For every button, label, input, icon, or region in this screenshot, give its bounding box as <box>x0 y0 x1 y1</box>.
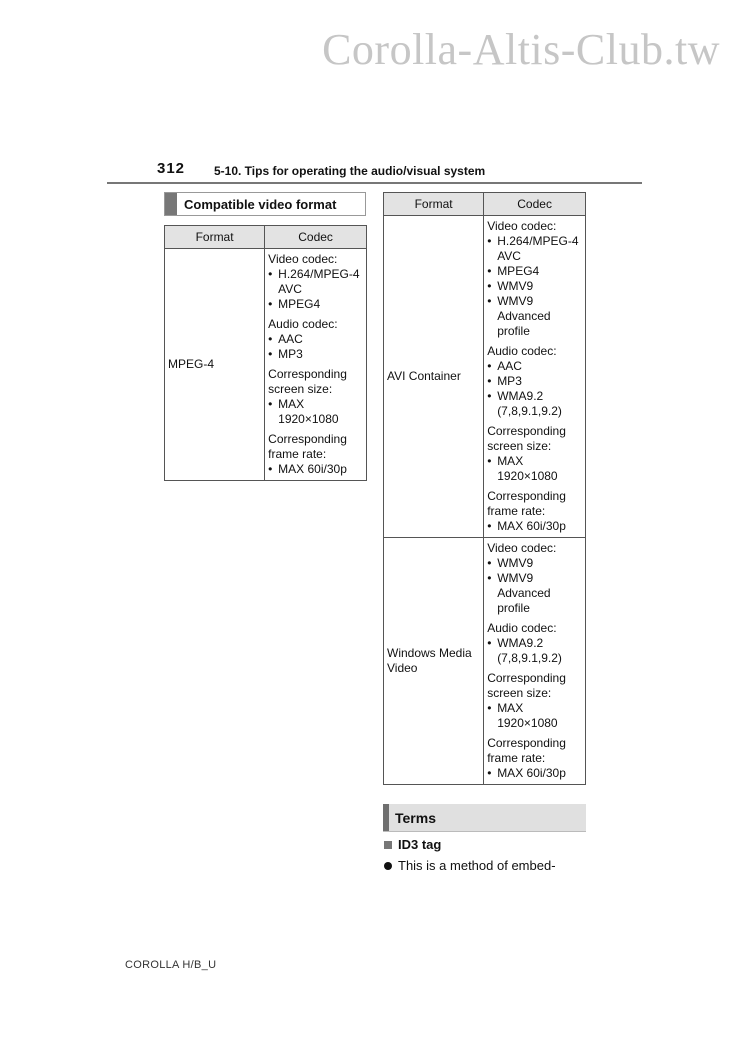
codec-group <box>268 432 363 477</box>
codec-group <box>487 736 582 781</box>
codec-item-text: MAX 1920×1080 <box>497 454 558 483</box>
codec-group <box>487 621 582 666</box>
codec-group-label: Video codec: <box>487 541 557 555</box>
codec-group <box>487 671 582 731</box>
codec-item-text: WMV9 <box>497 279 534 293</box>
bullet-icon: • <box>487 701 492 715</box>
codec-item-text: MPEG4 <box>497 264 540 278</box>
terms-heading-text: Terms <box>395 809 436 826</box>
bullet-icon: • <box>487 374 492 388</box>
codec-list-item <box>487 279 582 294</box>
codec-item-text: MAX 1920×1080 <box>278 397 339 426</box>
bullet-icon: • <box>487 636 492 650</box>
codec-item-text: MAX 1920×1080 <box>497 701 558 730</box>
codec-item-text: MPEG4 <box>278 297 321 311</box>
codec-cell <box>265 249 367 481</box>
terms-body-text <box>384 858 556 873</box>
codec-group-label: Corresponding screen size: <box>268 367 347 396</box>
bullet-icon: • <box>487 766 492 780</box>
codec-group-label: Corresponding frame rate: <box>487 489 566 518</box>
codec-group-label: Audio codec: <box>487 344 557 358</box>
codec-item-text: AAC <box>278 332 303 346</box>
bullet-icon: • <box>268 267 273 281</box>
page-number: 312 <box>157 160 186 177</box>
codec-group-label: Corresponding screen size: <box>487 671 566 700</box>
codec-group-label: Corresponding frame rate: <box>268 432 347 461</box>
codec-item-text: WMV9 <box>497 556 534 570</box>
codec-list-item <box>487 234 582 264</box>
codec-list-item <box>487 359 582 374</box>
codec-item-text: H.264/MPEG-4 AVC <box>278 267 360 296</box>
bullet-icon: • <box>268 462 273 476</box>
bullet-icon: • <box>487 454 492 468</box>
codec-list-item <box>268 347 363 362</box>
codec-group <box>487 489 582 534</box>
codec-group-label: Video codec: <box>268 252 338 266</box>
bullet-icon: • <box>487 359 492 373</box>
codec-group <box>268 367 363 427</box>
codec-item-text: MAX 60i/30p <box>497 766 566 780</box>
codec-list-item <box>487 454 582 484</box>
round-bullet-icon <box>384 862 392 870</box>
codec-item-text: H.264/MPEG-4 AVC <box>497 234 579 263</box>
codec-group <box>487 219 582 339</box>
codec-column-header: Codec <box>484 193 586 216</box>
codec-group-label: Corresponding frame rate: <box>487 736 566 765</box>
codec-cell <box>484 538 586 785</box>
codec-list-item <box>268 267 363 297</box>
heading-accent-bar <box>165 193 177 215</box>
codec-group-label: Video codec: <box>487 219 557 233</box>
footer-model-code: COROLLA H/B_U <box>125 959 217 971</box>
codec-group <box>487 541 582 616</box>
codec-list-item <box>487 294 582 339</box>
id3-tag-subheading <box>384 837 441 852</box>
body-text: This is a method of embed- <box>398 858 556 873</box>
bullet-icon: • <box>487 294 492 308</box>
bullet-icon: • <box>487 264 492 278</box>
table-row <box>384 216 586 538</box>
compatible-video-format-heading <box>164 192 366 216</box>
bullet-icon: • <box>268 347 273 361</box>
codec-list-item <box>487 374 582 389</box>
codec-group <box>268 317 363 362</box>
bullet-icon: • <box>487 556 492 570</box>
table-row <box>384 538 586 785</box>
codec-item-text: WMA9.2 (7,8,9.1,9.2) <box>497 389 562 418</box>
header-rule <box>107 182 642 184</box>
video-format-table-mpeg4 <box>164 225 367 481</box>
codec-list-item <box>487 556 582 571</box>
codec-list-item <box>487 571 582 616</box>
bullet-icon: • <box>487 279 492 293</box>
bullet-icon: • <box>268 397 273 411</box>
codec-item-text: MAX 60i/30p <box>278 462 347 476</box>
codec-item-text: AAC <box>497 359 522 373</box>
codec-column-header: Codec <box>265 226 367 249</box>
bullet-icon: • <box>487 234 492 248</box>
heading-text: Compatible video format <box>184 196 337 212</box>
terms-rule <box>383 831 586 832</box>
codec-group-label: Corresponding screen size: <box>487 424 566 453</box>
codec-item-text: MP3 <box>497 374 522 388</box>
bullet-icon: • <box>487 519 492 533</box>
codec-list-item <box>487 701 582 731</box>
bullet-icon: • <box>487 571 492 585</box>
square-bullet-icon <box>384 841 392 849</box>
video-format-table-avi-wmv <box>383 192 586 785</box>
codec-group-label: Audio codec: <box>487 621 557 635</box>
format-column-header: Format <box>384 193 484 216</box>
format-cell: MPEG-4 <box>165 249 265 481</box>
watermark: Corolla-Altis-Club.tw <box>322 25 720 74</box>
codec-list-item <box>268 462 363 477</box>
codec-list-item <box>268 397 363 427</box>
codec-item-text: MP3 <box>278 347 303 361</box>
codec-list-item <box>268 332 363 347</box>
subheading-text: ID3 tag <box>398 837 442 852</box>
codec-list-item <box>487 766 582 781</box>
codec-list-item <box>487 636 582 666</box>
codec-list-item <box>487 389 582 419</box>
codec-item-text: WMA9.2 (7,8,9.1,9.2) <box>497 636 562 665</box>
terms-heading <box>383 804 586 831</box>
codec-group-label: Audio codec: <box>268 317 338 331</box>
codec-list-item <box>487 264 582 279</box>
codec-group <box>487 424 582 484</box>
codec-list-item <box>268 297 363 312</box>
codec-group <box>268 252 363 312</box>
bullet-icon: • <box>268 332 273 346</box>
codec-group <box>487 344 582 419</box>
bullet-icon: • <box>268 297 273 311</box>
codec-list-item <box>487 519 582 534</box>
format-cell: Windows Media Video <box>384 538 484 785</box>
bullet-icon: • <box>487 389 492 403</box>
table-row <box>165 249 367 481</box>
codec-item-text: WMV9 Advanced profile <box>497 571 551 615</box>
codec-item-text: MAX 60i/30p <box>497 519 566 533</box>
codec-item-text: WMV9 Advanced profile <box>497 294 551 338</box>
codec-cell <box>484 216 586 538</box>
format-column-header: Format <box>165 226 265 249</box>
format-cell: AVI Container <box>384 216 484 538</box>
section-title: 5-10. Tips for operating the audio/visual system <box>214 164 486 178</box>
